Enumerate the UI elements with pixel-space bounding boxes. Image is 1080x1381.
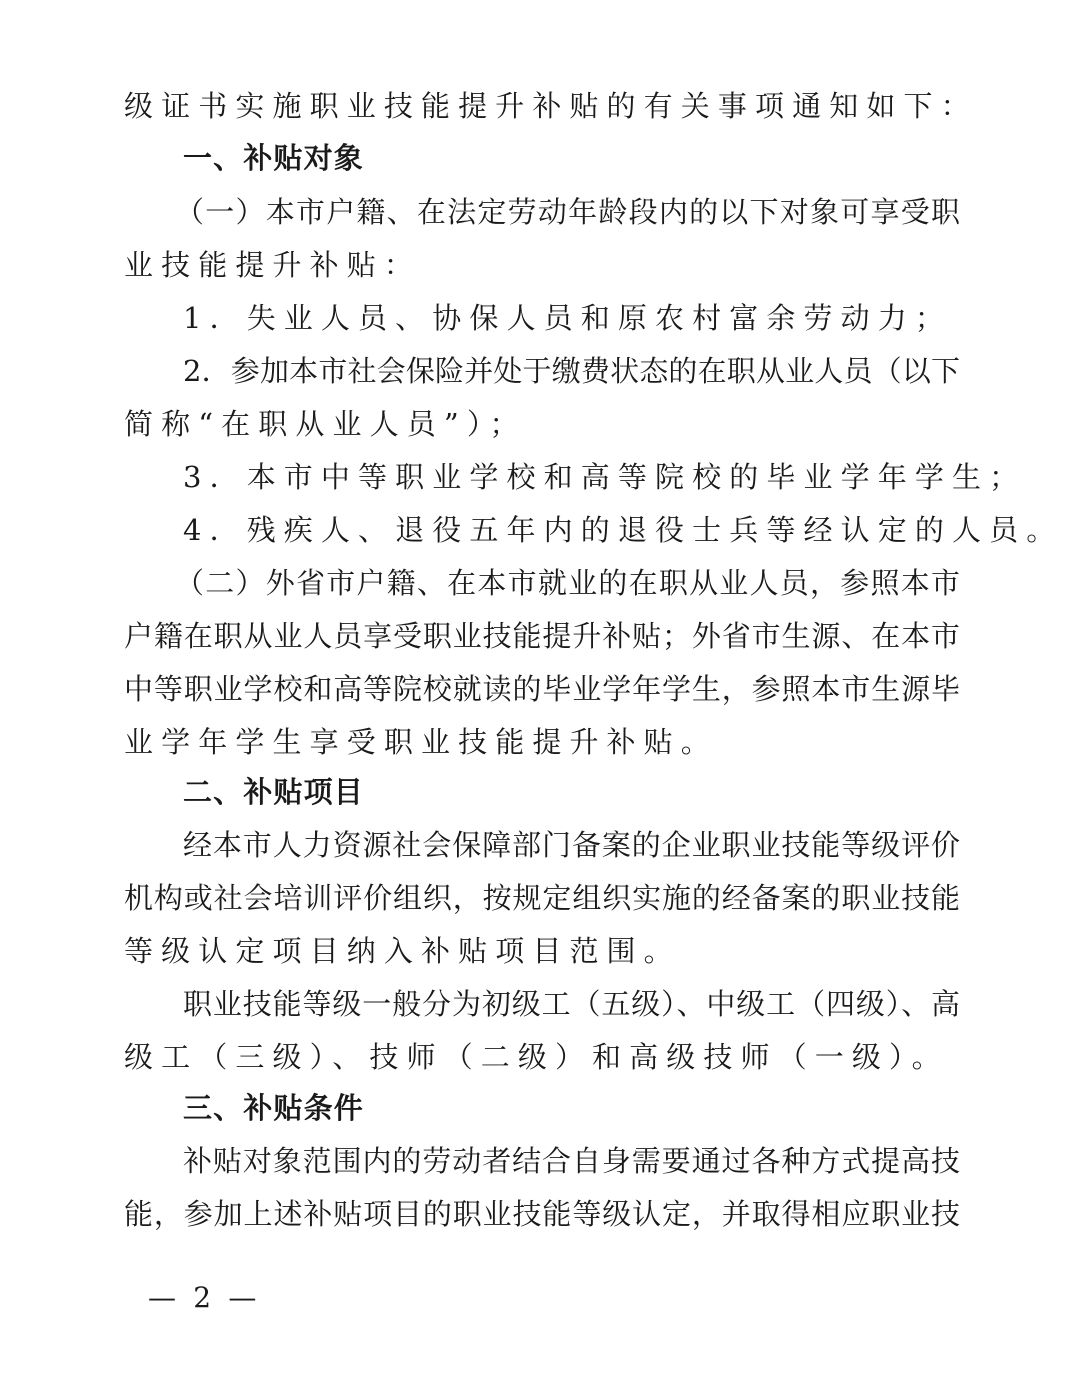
section-heading-2: 二、补贴项目 bbox=[183, 775, 364, 809]
text-line-4: 业技能提升补贴： bbox=[124, 248, 421, 282]
section-heading-3: 三、补贴条件 bbox=[183, 1091, 364, 1125]
text-line-22: 能，参加上述补贴项目的职业技能等级认定，并取得相应职业技 bbox=[124, 1197, 960, 1231]
text-line-11: 户籍在职从业人员享受职业技能提升补贴；外省市生源、在本市 bbox=[124, 619, 960, 653]
list-item-4: 4．残疾人、退役五年内的退役士兵等经认定的人员。 bbox=[183, 513, 1064, 547]
text-line-21: 补贴对象范围内的劳动者结合自身需要通过各种方式提高技 bbox=[183, 1144, 960, 1178]
text-line-7: 简称“在职从业人员”）； bbox=[124, 407, 527, 441]
list-item-2: 2．参加本市社会保险并处于缴费状态的在职从业人员（以下 bbox=[183, 354, 960, 388]
text-line-3: （一）本市户籍、在法定劳动年龄段内的以下对象可享受职 bbox=[175, 195, 960, 229]
text-line-19: 级工（三级）、技师（二级）和高级技师（一级）。 bbox=[124, 1040, 949, 1074]
section-heading-1: 一、补贴对象 bbox=[183, 141, 364, 175]
text-line-16: 机构或社会培训评价组织，按规定组织实施的经备案的职业技能 bbox=[124, 881, 960, 915]
page-number: — 2 — bbox=[148, 1281, 261, 1314]
text-line-12: 中等职业学校和高等院校就读的毕业学年学生，参照本市生源毕 bbox=[124, 672, 960, 706]
text-line-18: 职业技能等级一般分为初级工（五级）、中级工（四级）、高 bbox=[183, 987, 960, 1021]
text-line-17: 等级认定项目纳入补贴项目范围。 bbox=[124, 934, 681, 968]
list-item-1: 1．失业人员、协保人员和原农村富余劳动力； bbox=[183, 301, 952, 335]
text-line-13: 业学年学生享受职业技能提升补贴。 bbox=[124, 725, 718, 759]
text-line-15: 经本市人力资源社会保障部门备案的企业职业技能等级评价 bbox=[183, 828, 960, 862]
text-line-10: （二）外省市户籍、在本市就业的在职从业人员，参照本市 bbox=[175, 566, 960, 600]
list-item-3: 3．本市中等职业学校和高等院校的毕业学年学生； bbox=[183, 460, 1027, 494]
text-line-1: 级证书实施职业技能提升补贴的有关事项通知如下： bbox=[124, 89, 978, 123]
